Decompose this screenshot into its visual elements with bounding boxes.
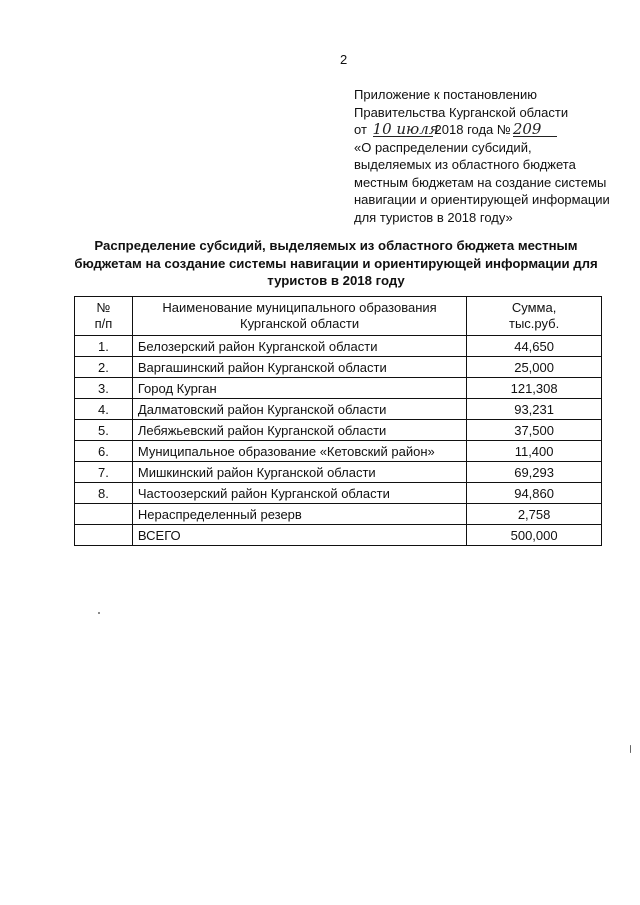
table-header-row (75, 297, 602, 336)
table-row-total (75, 525, 602, 546)
row-name: Частоозерский район Курганской области (132, 483, 466, 504)
header-number-l1: № (96, 300, 111, 315)
row-number: 6. (75, 441, 133, 462)
row-sum: 37,500 (467, 420, 602, 441)
appendix-line-1: Приложение к постановлению (354, 87, 537, 102)
header-name-l2: Курганской области (240, 316, 360, 331)
row-number: 2. (75, 357, 133, 378)
row-number: 3. (75, 378, 133, 399)
document-title (70, 237, 602, 290)
row-sum: 2,758 (467, 504, 602, 525)
header-number (75, 297, 133, 336)
date-prefix: от (354, 122, 367, 137)
appendix-line-7: навигации и ориентирующей информации (354, 192, 610, 207)
row-number: 1. (75, 336, 133, 357)
subsidy-table (74, 296, 602, 546)
row-number: 5. (75, 420, 133, 441)
header-name (132, 297, 466, 336)
row-sum: 94,860 (467, 483, 602, 504)
handwritten-number: 209 (513, 122, 557, 137)
appendix-line-5: выделяемых из областного бюджета (354, 157, 576, 172)
table-row (75, 336, 602, 357)
header-sum-l1: Сумма, (511, 300, 557, 315)
row-number: 8. (75, 483, 133, 504)
row-name: Далматовский район Курганской области (132, 399, 466, 420)
table-row (75, 441, 602, 462)
table-row (75, 357, 602, 378)
row-sum: 93,231 (467, 399, 602, 420)
row-sum: 121,308 (467, 378, 602, 399)
scan-speck (98, 612, 100, 614)
row-name: Белозерский район Курганской области (132, 336, 466, 357)
row-name: Муниципальное образование «Кетовский район» (132, 441, 466, 462)
scan-speck (630, 745, 631, 753)
row-name: Мишкинский район Курганской области (132, 462, 466, 483)
appendix-header (354, 86, 634, 226)
appendix-line-8: для туристов в 2018 году» (354, 209, 513, 225)
header-sum (467, 297, 602, 336)
row-name: Варгашинский район Курганской области (132, 357, 466, 378)
title-line-3: туристов в 2018 году (267, 273, 405, 288)
row-sum: 11,400 (467, 441, 602, 462)
row-number: 4. (75, 399, 133, 420)
page-number: 2 (340, 52, 348, 67)
row-name: Город Курган (132, 378, 466, 399)
year-text: 2018 года № (434, 122, 511, 137)
row-number (75, 504, 133, 525)
header-sum-l2: тыс.руб. (509, 316, 560, 331)
appendix-line-6: местным бюджетам на создание системы (354, 174, 607, 190)
row-name: ВСЕГО (132, 525, 466, 546)
header-name-l1: Наименование муниципального образования (162, 300, 437, 315)
row-number (75, 525, 133, 546)
table-row (75, 378, 602, 399)
title-line-2: бюджетам на создание системы навигации и ориентирующей информации для (74, 255, 598, 271)
header-number-l2: п/п (94, 316, 113, 331)
row-sum: 500,000 (467, 525, 602, 546)
appendix-date-line (354, 121, 634, 139)
title-line-1: Распределение субсидий, выделяемых из областного бюджета местным (94, 238, 578, 253)
handwritten-date: 10 июля (372, 120, 439, 138)
appendix-line-4: «О распределении субсидий, (354, 139, 532, 155)
table-row (75, 462, 602, 483)
row-name: Нераспределенный резерв (132, 504, 466, 525)
table-row (75, 420, 602, 441)
appendix-line-2: Правительства Курганской области (354, 104, 569, 120)
row-sum: 25,000 (467, 357, 602, 378)
table-row (75, 399, 602, 420)
table-row-reserve (75, 504, 602, 525)
table-row (75, 483, 602, 504)
row-sum: 44,650 (467, 336, 602, 357)
row-number: 7. (75, 462, 133, 483)
row-name: Лебяжьевский район Курганской области (132, 420, 466, 441)
row-sum: 69,293 (467, 462, 602, 483)
